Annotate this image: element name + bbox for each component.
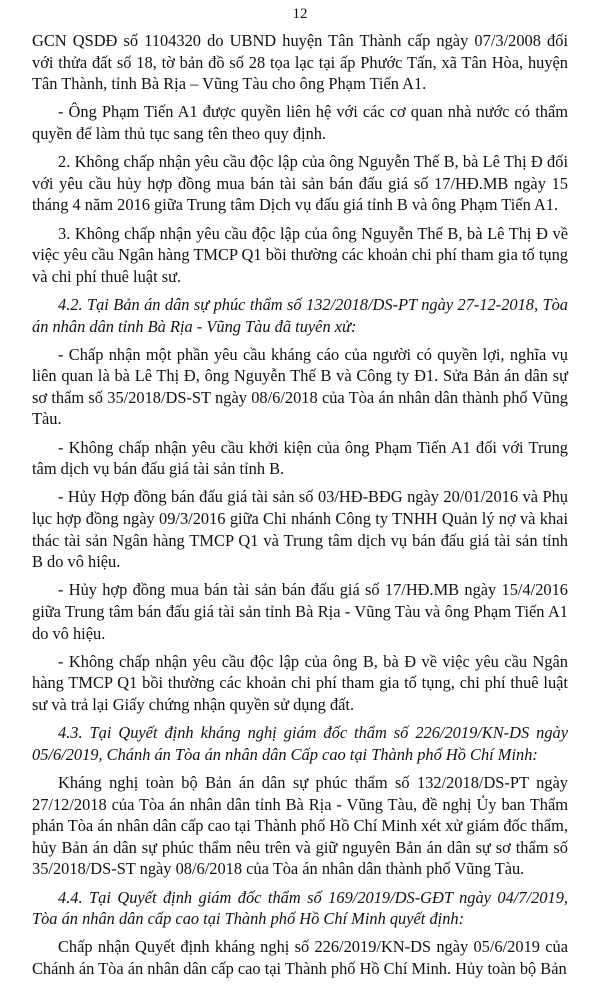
paragraph: - Hủy Hợp đồng bán đấu giá tài sản số 03/HĐ-BĐG ngày 20/01/2016 và Phụ lục hợp đồng ngày 09/3/2016 giữa Chi nhánh Công ty TNHH Quản lý nợ và khai thác tài sản Ngân hàng TMCP Q1 và Trung tâm dịch vụ bán đấu giá tài sản tỉnh B do vô hiệu. [32, 487, 568, 572]
paragraph: Kháng nghị toàn bộ Bản án dân sự phúc thẩm số 132/2018/DS-PT ngày 27/12/2018 của Tòa án nhân dân tỉnh Bà Rịa - Vũng Tàu, đề nghị Ủy ban Thẩm phán Tòa án nhân dân cấp cao tại Thành phố Hồ Chí Minh xét xử giám đốc thẩm, hủy Bản án dân sự phúc thẩm nêu trên và giữ nguyên Bản án dân sự sơ thẩm số 35/2018/DS-ST ngày 08/6/2018 của Tòa án nhân dân thành phố Vũng Tàu. [32, 772, 568, 879]
paragraph: - Chấp nhận một phần yêu cầu kháng cáo của người có quyền lợi, nghĩa vụ liên quan là bà Lê Thị Đ, ông Nguyễn Thế B và Công ty Đ1. Sửa Bản án dân sự sơ thẩm số 35/2018/DS-ST ngày 08/6/2018 của Tòa án nhân dân thành phố Vũng Tàu. [32, 344, 568, 429]
page-number: 12 [292, 6, 308, 22]
paragraph: 3. Không chấp nhận yêu cầu độc lập của ông Nguyễn Thế B, bà Lê Thị Đ về việc yêu cầu Ngân hàng TMCP Q1 bồi thường các khoản chi phí tham gia tố tụng và chi phí thuê luật sư. [32, 223, 568, 286]
paragraph: GCN QSDĐ số 1104320 do UBND huyện Tân Thành cấp ngày 07/3/2008 đối với thửa đất số 18, tờ bản đồ số 28 tọa lạc tại ấp Phước Tấn, xã Tân Hòa, huyện Tân Thành, tỉnh Bà Rịa – Vũng Tàu cho ông Phạm Tiến A1. [32, 31, 568, 94]
section-heading: 4.3. Tại Quyết định kháng nghị giám đốc thẩm số 226/2019/KN-DS ngày 05/6/2019, Chánh án Tòa án nhân dân Cấp cao tại Thành phố Hồ Chí Minh: [32, 723, 568, 764]
paragraph: - Không chấp nhận yêu cầu độc lập của ông B, bà Đ về việc yêu cầu Ngân hàng TMCP Q1 bồi thường các khoản chi phí tham gia tố tụng, chi phí thuê luật sư và trả lại Giấy chứng nhận quyền sử dụng đất. [32, 651, 568, 714]
paragraph: - Không chấp nhận yêu cầu khởi kiện của ông Phạm Tiến A1 đối với Trung tâm dịch vụ bán đấu giá tài sản tỉnh B. [32, 437, 568, 479]
paragraph: Chấp nhận Quyết định kháng nghị số 226/2019/KN-DS ngày 05/6/2019 của Chánh án Tòa án nhân dân cấp cao tại Thành phố Hồ Chí Minh. Hủy toàn bộ Bản [32, 937, 568, 978]
paragraph: 2. Không chấp nhận yêu cầu độc lập của ông Nguyễn Thế B, bà Lê Thị Đ đối với yêu cầu hủy hợp đồng mua bán tài sản bán đấu giá số 17/HĐ.MB ngày 15 tháng 4 năm 2016 giữa Trung tâm Dịch vụ đấu giá tỉnh B và ông Phạm Tiến A1. [32, 152, 568, 215]
section-heading: 4.2. Tại Bản án dân sự phúc thẩm số 132/2018/DS-PT ngày 27-12-2018, Tòa án nhân dân tỉnh Bà Rịa - Vũng Tàu đã tuyên xử: [32, 294, 568, 336]
paragraph: - Hủy hợp đồng mua bán tài sản bán đấu giá số 17/HĐ.MB ngày 15/4/2016 giữa Trung tâm bán đấu giá tài sản tỉnh Bà Rịa - Vũng Tàu và ông Phạm Tiến A1 do vô hiệu. [32, 580, 568, 643]
paragraph: - Ông Phạm Tiến A1 được quyền liên hệ với các cơ quan nhà nước có thẩm quyền để làm thủ tục sang tên theo quy định. [32, 102, 568, 143]
document-body [32, 30, 568, 986]
section-heading: 4.4. Tại Quyết định giám đốc thẩm số 169/2019/DS-GĐT ngày 04/7/2019, Tòa án nhân dân cấp cao tại Thành phố Hồ Chí Minh quyết định: [32, 887, 568, 929]
